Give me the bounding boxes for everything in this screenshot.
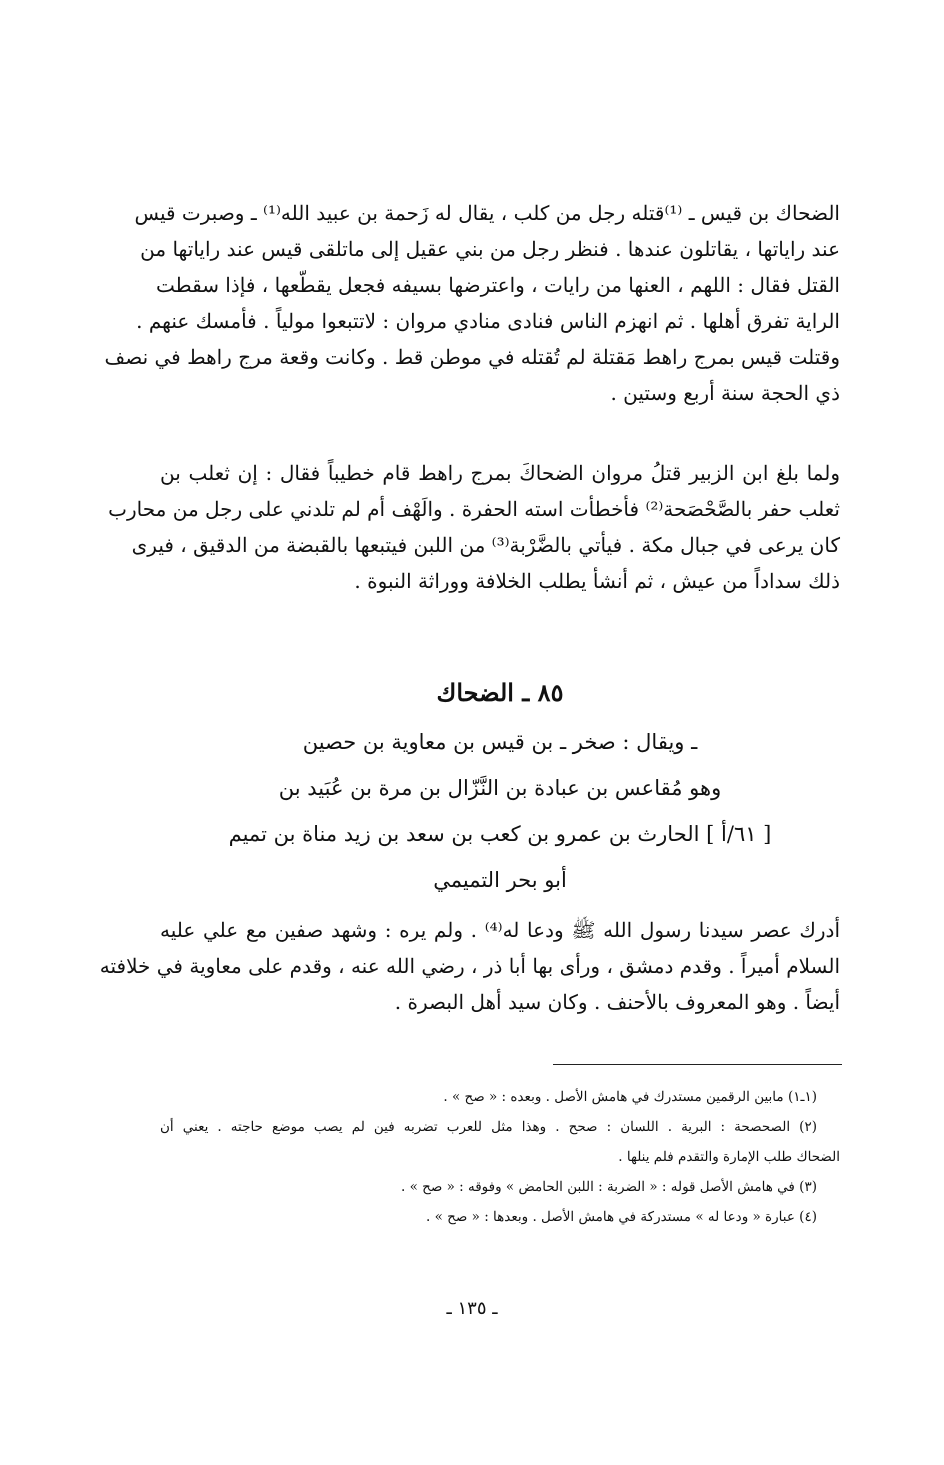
page-number: ـ ١٣٥ ـ <box>446 1298 498 1319</box>
text-line: السلام أميراً . وقدم دمشق ، ورأى بها أبا ذر ، رضي الله عنه ، وقدم على معاوية في خلافته <box>99 954 840 978</box>
footnote: (٤) عبارة « ودعا له » مستدركة في هامش الأصل . وبعدها : « صح » . <box>426 1209 817 1225</box>
footnote-divider <box>553 1064 842 1065</box>
text-line: ولما بلغ ابن الزبير قتلُ مروان الضحاكَ بمرج راهط قام خطيباً فقال : إن ثعلب بن <box>160 461 840 485</box>
entry-kunya-line: أبو بحر التميمي <box>433 868 567 892</box>
footnote: (٢) الصحصحة : البرية . اللسان : صحح . وهذا مثل للعرب تضربه فين لم يصب موضع حاجته . يعني أن <box>160 1119 817 1135</box>
entry-lineage-line: وهو مُقاعس بن عبادة بن النَّزّال بن مرة بن عُبَيد بن <box>278 776 722 800</box>
text-line: عند راياتها ، يقاتلون عندها . فنظر رجل من بني عقيل إلى ماتلقى قيس عند راياتها من <box>140 237 840 261</box>
text-line: القتل فقال : اللهم ، العنها من رايات ، واعترضها بسيفه فجعل يقطّعها ، فإذا سقطت <box>156 273 840 297</box>
footnote: (٣) في هامش الأصل قوله : « الضربة : اللبن الحامض » وفوقه : « صح » . <box>400 1179 817 1195</box>
entry-lineage-line: ـ ويقال : صخر ـ بن قيس بن معاوية بن حصين <box>302 730 698 754</box>
text-line: وقتلت قيس بمرج راهط مَقتلة لم تُقتله في موطن قط . وكانت وقعة مرج راهط في نصف <box>104 345 840 369</box>
footnotes <box>160 1082 840 1232</box>
entry-heading: ٨٥ ـ الضحاك <box>436 678 564 707</box>
paragraph-ibn-zubayr <box>108 455 840 599</box>
text-line: ذي الحجة سنة أربع وستين . <box>610 381 840 405</box>
text-line: الراية تفرق أهلها . ثم انهزم الناس فنادى منادي مروان : لاتتبعوا مولياً . فأمسك عنهم . <box>136 309 840 333</box>
footnote: (١ـ١) مابين الرقمين مستدرك في هامش الأصل . وبعده : « صح » . <box>443 1089 817 1105</box>
footnote-continuation: الضحاك طلب الإمارة والتقدم فلم ينلها . <box>618 1149 840 1165</box>
text-line: ذلك سداداً من عيش ، ثم أنشأ يطلب الخلافة ووراثة النبوة . <box>354 569 840 593</box>
paragraph-entry-biography <box>99 912 841 1020</box>
text-line: ثعلب حفر بالصَّحْصَحة⁽²⁾ فأخطأت استه الحفرة . والَهْف أم لم تلدني على رجل من محارب <box>108 497 840 521</box>
entry-lineage-line: [ ٦١/أ ] الحارث بن عمرو بن كعب بن سعد بن زيد مناة بن تميم <box>228 822 772 846</box>
text-line: كان يرعى في جبال مكة . فيأتي بالضَّرْبة⁽³⁾ من اللبن فيتبعها بالقبضة من الدقيق ، فيرى <box>131 533 840 557</box>
paragraph-dahhak-battle <box>104 195 840 411</box>
text-line: الضحاك بن قيس ـ ⁽¹⁾قتله رجل من كلب ، يقال له زَحمة بن عبيد الله⁽¹⁾ ـ وصبرت قيس <box>134 201 840 225</box>
text-line: أيضاً . وهو المعروف بالأحنف . وكان سيد أهل البصرة . <box>394 990 840 1014</box>
text-line: أدرك عصر سيدنا رسول الله ﷺ ودعا له⁽⁴⁾ . ولم يره : وشهد صفين مع علي عليه <box>160 918 841 942</box>
